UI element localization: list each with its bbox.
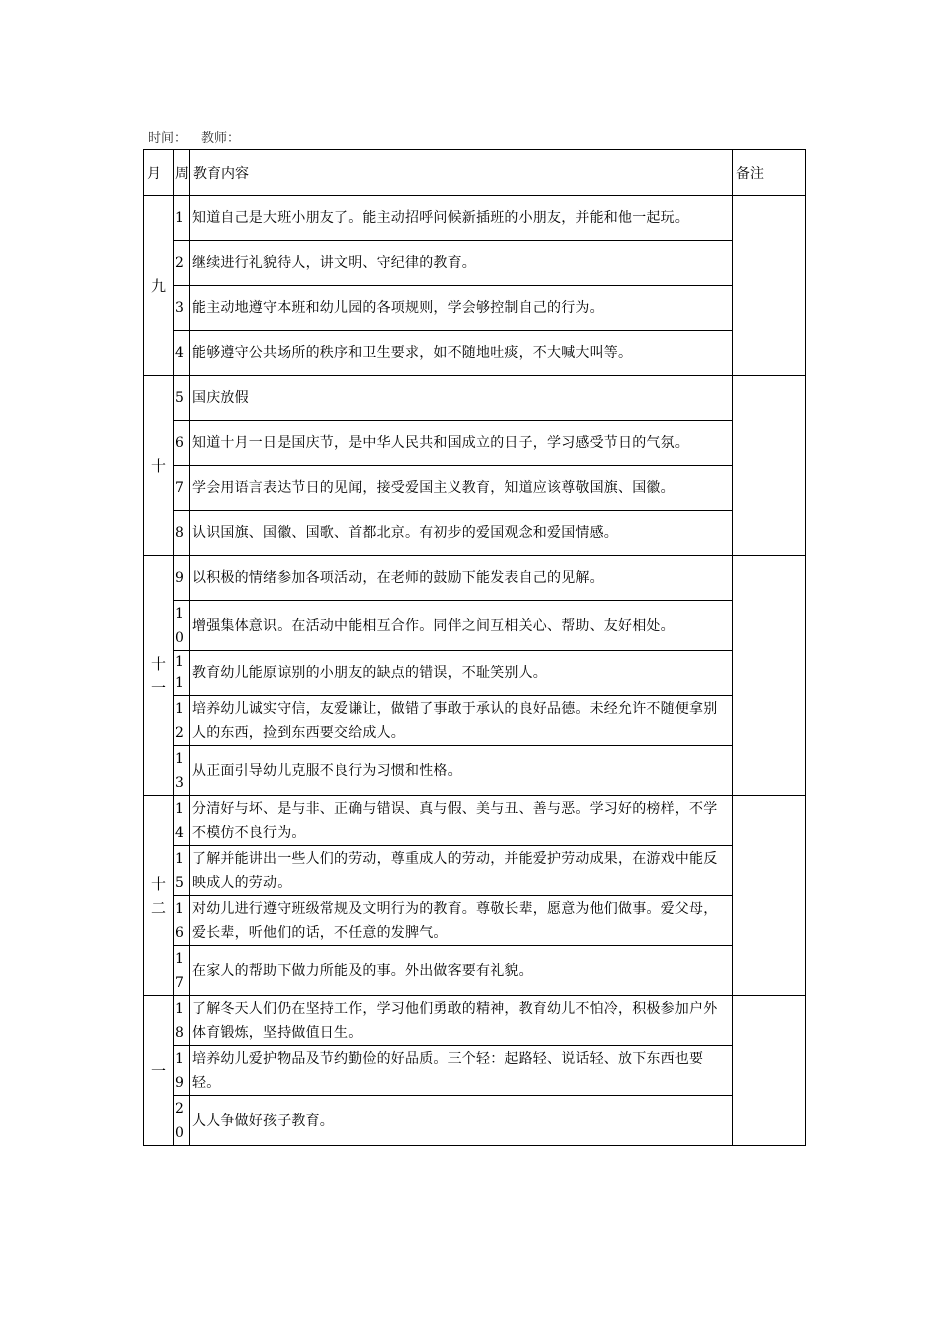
week-cell: 7 [174, 466, 190, 511]
content-cell: 了解并能讲出一些人们的劳动，尊重成人的劳动，并能爱护劳动成果，在游戏中能反映成人的劳动。 [190, 846, 733, 896]
column-header-week: 周 [174, 150, 190, 196]
week-cell: 5 [174, 376, 190, 421]
content-cell: 从正面引导幼儿克服不良行为习惯和性格。 [190, 746, 733, 796]
table-row [144, 331, 806, 376]
table-row [144, 241, 806, 286]
week-cell [174, 1096, 190, 1146]
week-number: 14 [175, 800, 184, 841]
table-row [144, 376, 806, 421]
month-label: 十二 [150, 874, 166, 917]
week-cell: 4 [174, 331, 190, 376]
week-cell: 9 [174, 556, 190, 601]
note-cell [733, 196, 806, 376]
content-cell: 在家人的帮助下做力所能及的事。外出做客要有礼貌。 [190, 946, 733, 996]
column-header-month: 月 [144, 150, 174, 196]
week-cell: 11 [174, 651, 190, 696]
table-row [144, 1096, 806, 1146]
week-cell [174, 996, 190, 1046]
week-cell [174, 696, 190, 746]
week-number: 15 [175, 850, 184, 891]
table-row [144, 511, 806, 556]
table-row [144, 896, 806, 946]
week-number: 18 [175, 1000, 184, 1041]
content-cell: 对幼儿进行遵守班级常规及文明行为的教育。尊敬长辈，愿意为他们做事。爱父母，爱长辈，听他们的话，不任意的发脾气。 [190, 896, 733, 946]
content-cell: 培养幼儿爱护物品及节约勤俭的好品质。三个轻：起路轻、说话轻、放下东西也要轻。 [190, 1046, 733, 1096]
week-cell: 3 [174, 286, 190, 331]
week-number: 19 [175, 1050, 184, 1091]
content-cell: 能够遵守公共场所的秩序和卫生要求，如不随地吐痰，不大喊大叫等。 [190, 331, 733, 376]
table-row [144, 601, 806, 651]
week-cell: 8 [174, 511, 190, 556]
week-cell [174, 846, 190, 896]
week-cell [174, 946, 190, 996]
table-row [144, 286, 806, 331]
week-number: 20 [175, 1100, 184, 1141]
content-cell: 了解冬天人们仍在坚持工作，学习他们勇敢的精神，教育幼儿不怕冷，积极参加户外体育锻炼，坚持做值日生。 [190, 996, 733, 1046]
content-cell: 知道十月一日是国庆节，是中华人民共和国成立的日子，学习感受节日的气氛。 [190, 421, 733, 466]
month-label: 十一 [150, 654, 166, 697]
note-cell [733, 796, 806, 996]
content-cell: 学会用语言表达节日的见闻，接受爱国主义教育，知道应该尊敬国旗、国徽。 [190, 466, 733, 511]
content-cell: 教育幼儿能原谅别的小朋友的缺点的错误，不耻笑别人。 [190, 651, 733, 696]
week-number: 10 [175, 605, 184, 646]
table-row [144, 846, 806, 896]
week-cell: 2 [174, 241, 190, 286]
week-cell [174, 601, 190, 651]
month-cell: 十 [144, 376, 174, 556]
week-cell: 6 [174, 421, 190, 466]
table-row [144, 1046, 806, 1096]
table-row [144, 196, 806, 241]
week-cell [174, 896, 190, 946]
week-number: 12 [175, 700, 184, 741]
content-cell: 认识国旗、国徽、国歌、首都北京。有初步的爱国观念和爱国情感。 [190, 511, 733, 556]
week-cell [174, 796, 190, 846]
table-row [144, 696, 806, 746]
table-row [144, 746, 806, 796]
note-cell [733, 376, 806, 556]
table-row [144, 996, 806, 1046]
column-header-note: 备注 [733, 150, 806, 196]
note-cell [733, 556, 806, 796]
week-cell: 1 [174, 196, 190, 241]
month-cell: 九 [144, 196, 174, 376]
teacher-label: 教师： [201, 131, 241, 146]
time-label: 时间： [148, 131, 188, 146]
content-cell: 国庆放假 [190, 376, 733, 421]
week-number: 17 [175, 950, 184, 991]
table-row [144, 796, 806, 846]
week-cell [174, 1046, 190, 1096]
table-row [144, 651, 806, 696]
content-cell: 以积极的情绪参加各项活动，在老师的鼓励下能发表自己的见解。 [190, 556, 733, 601]
content-cell: 人人争做好孩子教育。 [190, 1096, 733, 1146]
content-cell: 继续进行礼貌待人，讲文明、守纪律的教育。 [190, 241, 733, 286]
content-cell: 知道自己是大班小朋友了。能主动招呼问候新插班的小朋友，并能和他一起玩。 [190, 196, 733, 241]
content-cell: 增强集体意识。在活动中能相互合作。同伴之间互相关心、帮助、友好相处。 [190, 601, 733, 651]
table-row [144, 946, 806, 996]
month-cell [144, 556, 174, 796]
month-cell: 一 [144, 996, 174, 1146]
document-header [148, 127, 254, 146]
table-row [144, 556, 806, 601]
table-header-row [144, 150, 806, 196]
content-cell: 培养幼儿诚实守信，友爱谦让，做错了事敢于承认的良好品德。未经允许不随便拿别人的东西，捡到东西要交给成人。 [190, 696, 733, 746]
week-number: 16 [175, 900, 184, 941]
column-header-content: 教育内容 [190, 150, 733, 196]
content-cell: 分清好与坏、是与非、正确与错误、真与假、美与丑、善与恶。学习好的榜样，不学不模仿不良行为。 [190, 796, 733, 846]
note-cell [733, 996, 806, 1146]
table-row [144, 466, 806, 511]
education-plan-table [143, 149, 806, 1146]
week-number: 13 [175, 750, 184, 791]
week-cell [174, 746, 190, 796]
table-row [144, 421, 806, 466]
content-cell: 能主动地遵守本班和幼儿园的各项规则，学会够控制自己的行为。 [190, 286, 733, 331]
month-cell [144, 796, 174, 996]
